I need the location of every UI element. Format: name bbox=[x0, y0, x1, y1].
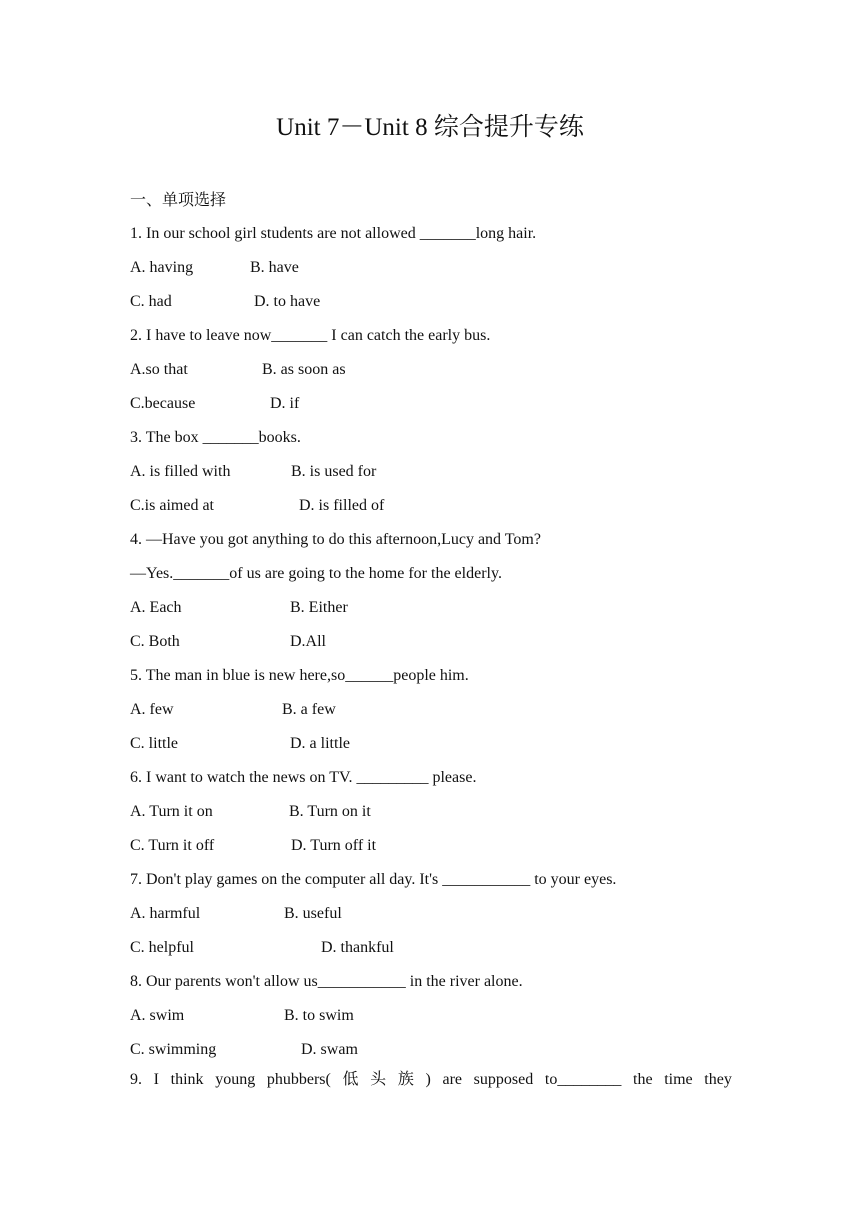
question-9-word: 头 bbox=[370, 1071, 387, 1088]
question-6-option-d[interactable]: D. Turn off it bbox=[291, 837, 377, 854]
question-1-option-b[interactable]: B. have bbox=[250, 259, 299, 276]
question-2-stem: 2. I have to leave now_______ I can catch the early bus. bbox=[130, 327, 491, 344]
question-2-option-b[interactable]: B. as soon as bbox=[262, 361, 346, 378]
question-6-option-a[interactable]: A. Turn it on bbox=[130, 803, 213, 820]
question-6-option-b[interactable]: B. Turn on it bbox=[289, 803, 371, 820]
question-7-stem: 7. Don't play games on the computer all day. It's ___________ to your eyes. bbox=[130, 871, 617, 888]
question-8-stem: 8. Our parents won't allow us___________ in the river alone. bbox=[130, 973, 523, 990]
page-title: Unit 7－Unit 8 综合提升专练 bbox=[276, 114, 584, 141]
question-9-word: 9. bbox=[130, 1071, 142, 1088]
question-9-word: are bbox=[442, 1071, 463, 1088]
question-7-option-c[interactable]: C. helpful bbox=[130, 939, 194, 956]
question-7-option-d[interactable]: D. thankful bbox=[321, 939, 394, 956]
question-8-option-b[interactable]: B. to swim bbox=[284, 1007, 354, 1024]
question-2-option-a[interactable]: A.so that bbox=[130, 361, 188, 378]
question-5-option-c[interactable]: C. little bbox=[130, 735, 178, 752]
question-4-option-c[interactable]: C. Both bbox=[130, 633, 180, 650]
question-2-option-d[interactable]: D. if bbox=[270, 395, 300, 412]
question-6-option-c[interactable]: C. Turn it off bbox=[130, 837, 215, 854]
question-1-option-d[interactable]: D. to have bbox=[254, 293, 321, 310]
question-7-option-b[interactable]: B. useful bbox=[284, 905, 342, 922]
question-1-option-a[interactable]: A. having bbox=[130, 259, 194, 276]
question-3-option-c[interactable]: C.is aimed at bbox=[130, 497, 214, 514]
question-3-option-b[interactable]: B. is used for bbox=[291, 463, 377, 480]
question-4-stem-reply: —Yes._______of us are going to the home for the elderly. bbox=[130, 565, 502, 582]
question-9-word: ) bbox=[425, 1071, 431, 1088]
question-8-option-c[interactable]: C. swimming bbox=[130, 1041, 217, 1058]
question-3-stem: 3. The box _______books. bbox=[130, 429, 301, 446]
question-9-word: I bbox=[153, 1071, 159, 1088]
question-5-option-a[interactable]: A. few bbox=[130, 701, 174, 718]
question-8-option-a[interactable]: A. swim bbox=[130, 1007, 185, 1024]
question-3-option-a[interactable]: A. is filled with bbox=[130, 463, 231, 480]
question-3-option-d[interactable]: D. is filled of bbox=[299, 497, 385, 514]
question-4-stem: 4. —Have you got anything to do this afternoon,Lucy and Tom? bbox=[130, 531, 541, 548]
section-heading: 一、单项选择 bbox=[130, 190, 227, 209]
question-4-option-a[interactable]: A. Each bbox=[130, 599, 182, 616]
question-9-word: 低 bbox=[342, 1071, 359, 1088]
question-9-word: phubbers( bbox=[266, 1071, 331, 1088]
question-9-stem bbox=[130, 1068, 732, 1092]
question-9-word: young bbox=[215, 1071, 256, 1088]
question-6-stem: 6. I want to watch the news on TV. _________ please. bbox=[130, 769, 477, 786]
question-9-word: to________ bbox=[544, 1071, 622, 1088]
question-1-stem: 1. In our school girl students are not allowed _______long hair. bbox=[130, 225, 537, 242]
question-7-option-a[interactable]: A. harmful bbox=[130, 905, 201, 922]
question-4-option-b[interactable]: B. Either bbox=[290, 599, 348, 616]
question-1-option-c[interactable]: C. had bbox=[130, 293, 172, 310]
question-9-word: 族 bbox=[397, 1071, 414, 1088]
question-5-option-d[interactable]: D. a little bbox=[290, 735, 350, 752]
question-9-word: think bbox=[170, 1071, 204, 1088]
question-2-option-c[interactable]: C.because bbox=[130, 395, 196, 412]
question-4-option-d[interactable]: D.All bbox=[290, 633, 326, 650]
question-9-word: time bbox=[664, 1071, 693, 1088]
question-9-word: the bbox=[633, 1071, 653, 1088]
question-5-stem: 5. The man in blue is new here,so______people him. bbox=[130, 667, 469, 684]
question-9-word: they bbox=[704, 1071, 732, 1088]
question-8-option-d[interactable]: D. swam bbox=[301, 1041, 358, 1058]
question-9-word: supposed bbox=[473, 1071, 534, 1088]
question-5-option-b[interactable]: B. a few bbox=[282, 701, 336, 718]
